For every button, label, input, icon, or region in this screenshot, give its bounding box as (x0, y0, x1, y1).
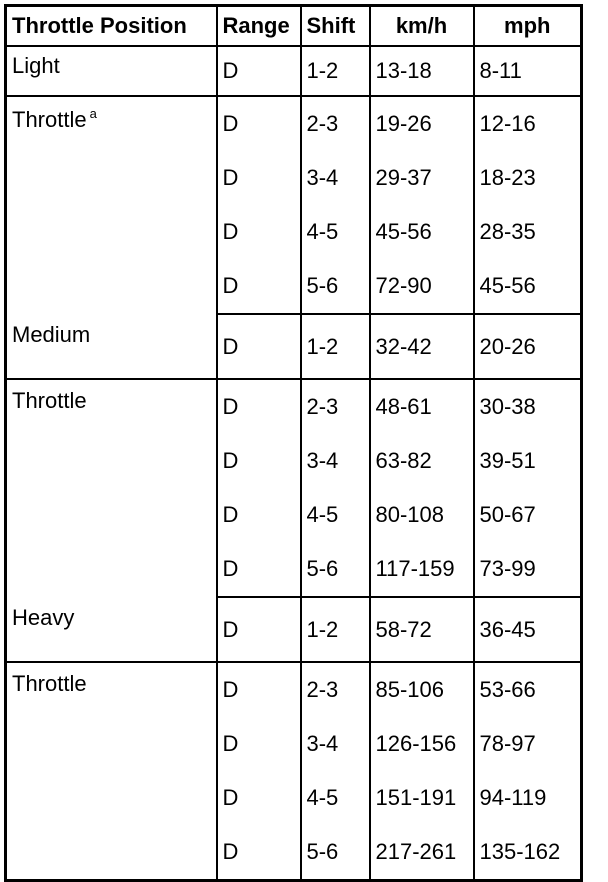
range-cell: D (217, 488, 301, 542)
range-cell: D (217, 96, 301, 151)
shift-cell: 3-4 (301, 434, 370, 488)
throttle-position-cell (6, 662, 217, 881)
table-row (6, 379, 582, 434)
header-shift: Shift (301, 6, 370, 47)
mph-cell: 135-162 (474, 825, 582, 881)
mph-cell: 12-16 (474, 96, 582, 151)
mph-cell: 28-35 (474, 205, 582, 259)
throttle-position-label: Medium (12, 322, 91, 347)
shift-cell: 5-6 (301, 259, 370, 314)
kmh-cell: 29-37 (370, 151, 474, 205)
mph-cell: 94-119 (474, 771, 582, 825)
shift-cell: 4-5 (301, 488, 370, 542)
throttle-position-cell (6, 46, 217, 96)
mph-cell: 20-26 (474, 314, 582, 379)
header-row (6, 6, 582, 47)
range-cell: D (217, 717, 301, 771)
shift-cell: 2-3 (301, 662, 370, 717)
mph-cell: 30-38 (474, 379, 582, 434)
kmh-cell: 63-82 (370, 434, 474, 488)
kmh-cell: 19-26 (370, 96, 474, 151)
kmh-cell: 45-56 (370, 205, 474, 259)
shift-cell: 3-4 (301, 151, 370, 205)
range-cell: D (217, 542, 301, 597)
throttle-position-label: Throttle (12, 388, 87, 413)
mph-cell: 50-67 (474, 488, 582, 542)
mph-cell: 36-45 (474, 597, 582, 662)
mph-cell: 45-56 (474, 259, 582, 314)
footnote-marker: a (89, 106, 97, 121)
shift-cell: 3-4 (301, 717, 370, 771)
kmh-cell: 72-90 (370, 259, 474, 314)
kmh-cell: 217-261 (370, 825, 474, 881)
shift-cell: 1-2 (301, 314, 370, 379)
range-cell: D (217, 46, 301, 96)
shift-speed-table (4, 4, 583, 882)
mph-cell: 8-11 (474, 46, 582, 96)
shift-cell: 2-3 (301, 96, 370, 151)
throttle-position-label: Light (12, 53, 60, 78)
kmh-cell: 13-18 (370, 46, 474, 96)
kmh-cell: 32-42 (370, 314, 474, 379)
range-cell: D (217, 597, 301, 662)
shift-cell: 4-5 (301, 205, 370, 259)
range-cell: D (217, 151, 301, 205)
range-cell: D (217, 205, 301, 259)
table-row (6, 597, 582, 662)
kmh-cell: 151-191 (370, 771, 474, 825)
throttle-position-cell (6, 597, 217, 662)
table-body (6, 46, 582, 881)
header-kmh: km/h (370, 6, 474, 47)
range-cell: D (217, 314, 301, 379)
kmh-cell: 80-108 (370, 488, 474, 542)
mph-cell: 78-97 (474, 717, 582, 771)
range-cell: D (217, 434, 301, 488)
shift-cell: 1-2 (301, 597, 370, 662)
range-cell: D (217, 379, 301, 434)
range-cell: D (217, 662, 301, 717)
kmh-cell: 85-106 (370, 662, 474, 717)
throttle-position-cell (6, 379, 217, 597)
mph-cell: 39-51 (474, 434, 582, 488)
table-row (6, 314, 582, 379)
shift-cell: 2-3 (301, 379, 370, 434)
table-header (6, 6, 582, 47)
throttle-position-label: Heavy (12, 605, 75, 630)
shift-cell: 5-6 (301, 825, 370, 881)
header-range: Range (217, 6, 301, 47)
throttle-position-cell (6, 314, 217, 379)
throttle-position-label: Throttle (12, 107, 87, 132)
range-cell: D (217, 771, 301, 825)
range-cell: D (217, 825, 301, 881)
table-row (6, 662, 582, 717)
throttle-position-cell (6, 96, 217, 314)
shift-cell: 4-5 (301, 771, 370, 825)
header-mph: mph (474, 6, 582, 47)
table-row (6, 96, 582, 151)
mph-cell: 18-23 (474, 151, 582, 205)
table-row (6, 46, 582, 96)
throttle-position-label: Throttle (12, 671, 87, 696)
mph-cell: 73-99 (474, 542, 582, 597)
range-cell: D (217, 259, 301, 314)
shift-cell: 5-6 (301, 542, 370, 597)
kmh-cell: 58-72 (370, 597, 474, 662)
kmh-cell: 117-159 (370, 542, 474, 597)
mph-cell: 53-66 (474, 662, 582, 717)
kmh-cell: 126-156 (370, 717, 474, 771)
shift-cell: 1-2 (301, 46, 370, 96)
header-throttle-position: Throttle Position (6, 6, 217, 47)
kmh-cell: 48-61 (370, 379, 474, 434)
